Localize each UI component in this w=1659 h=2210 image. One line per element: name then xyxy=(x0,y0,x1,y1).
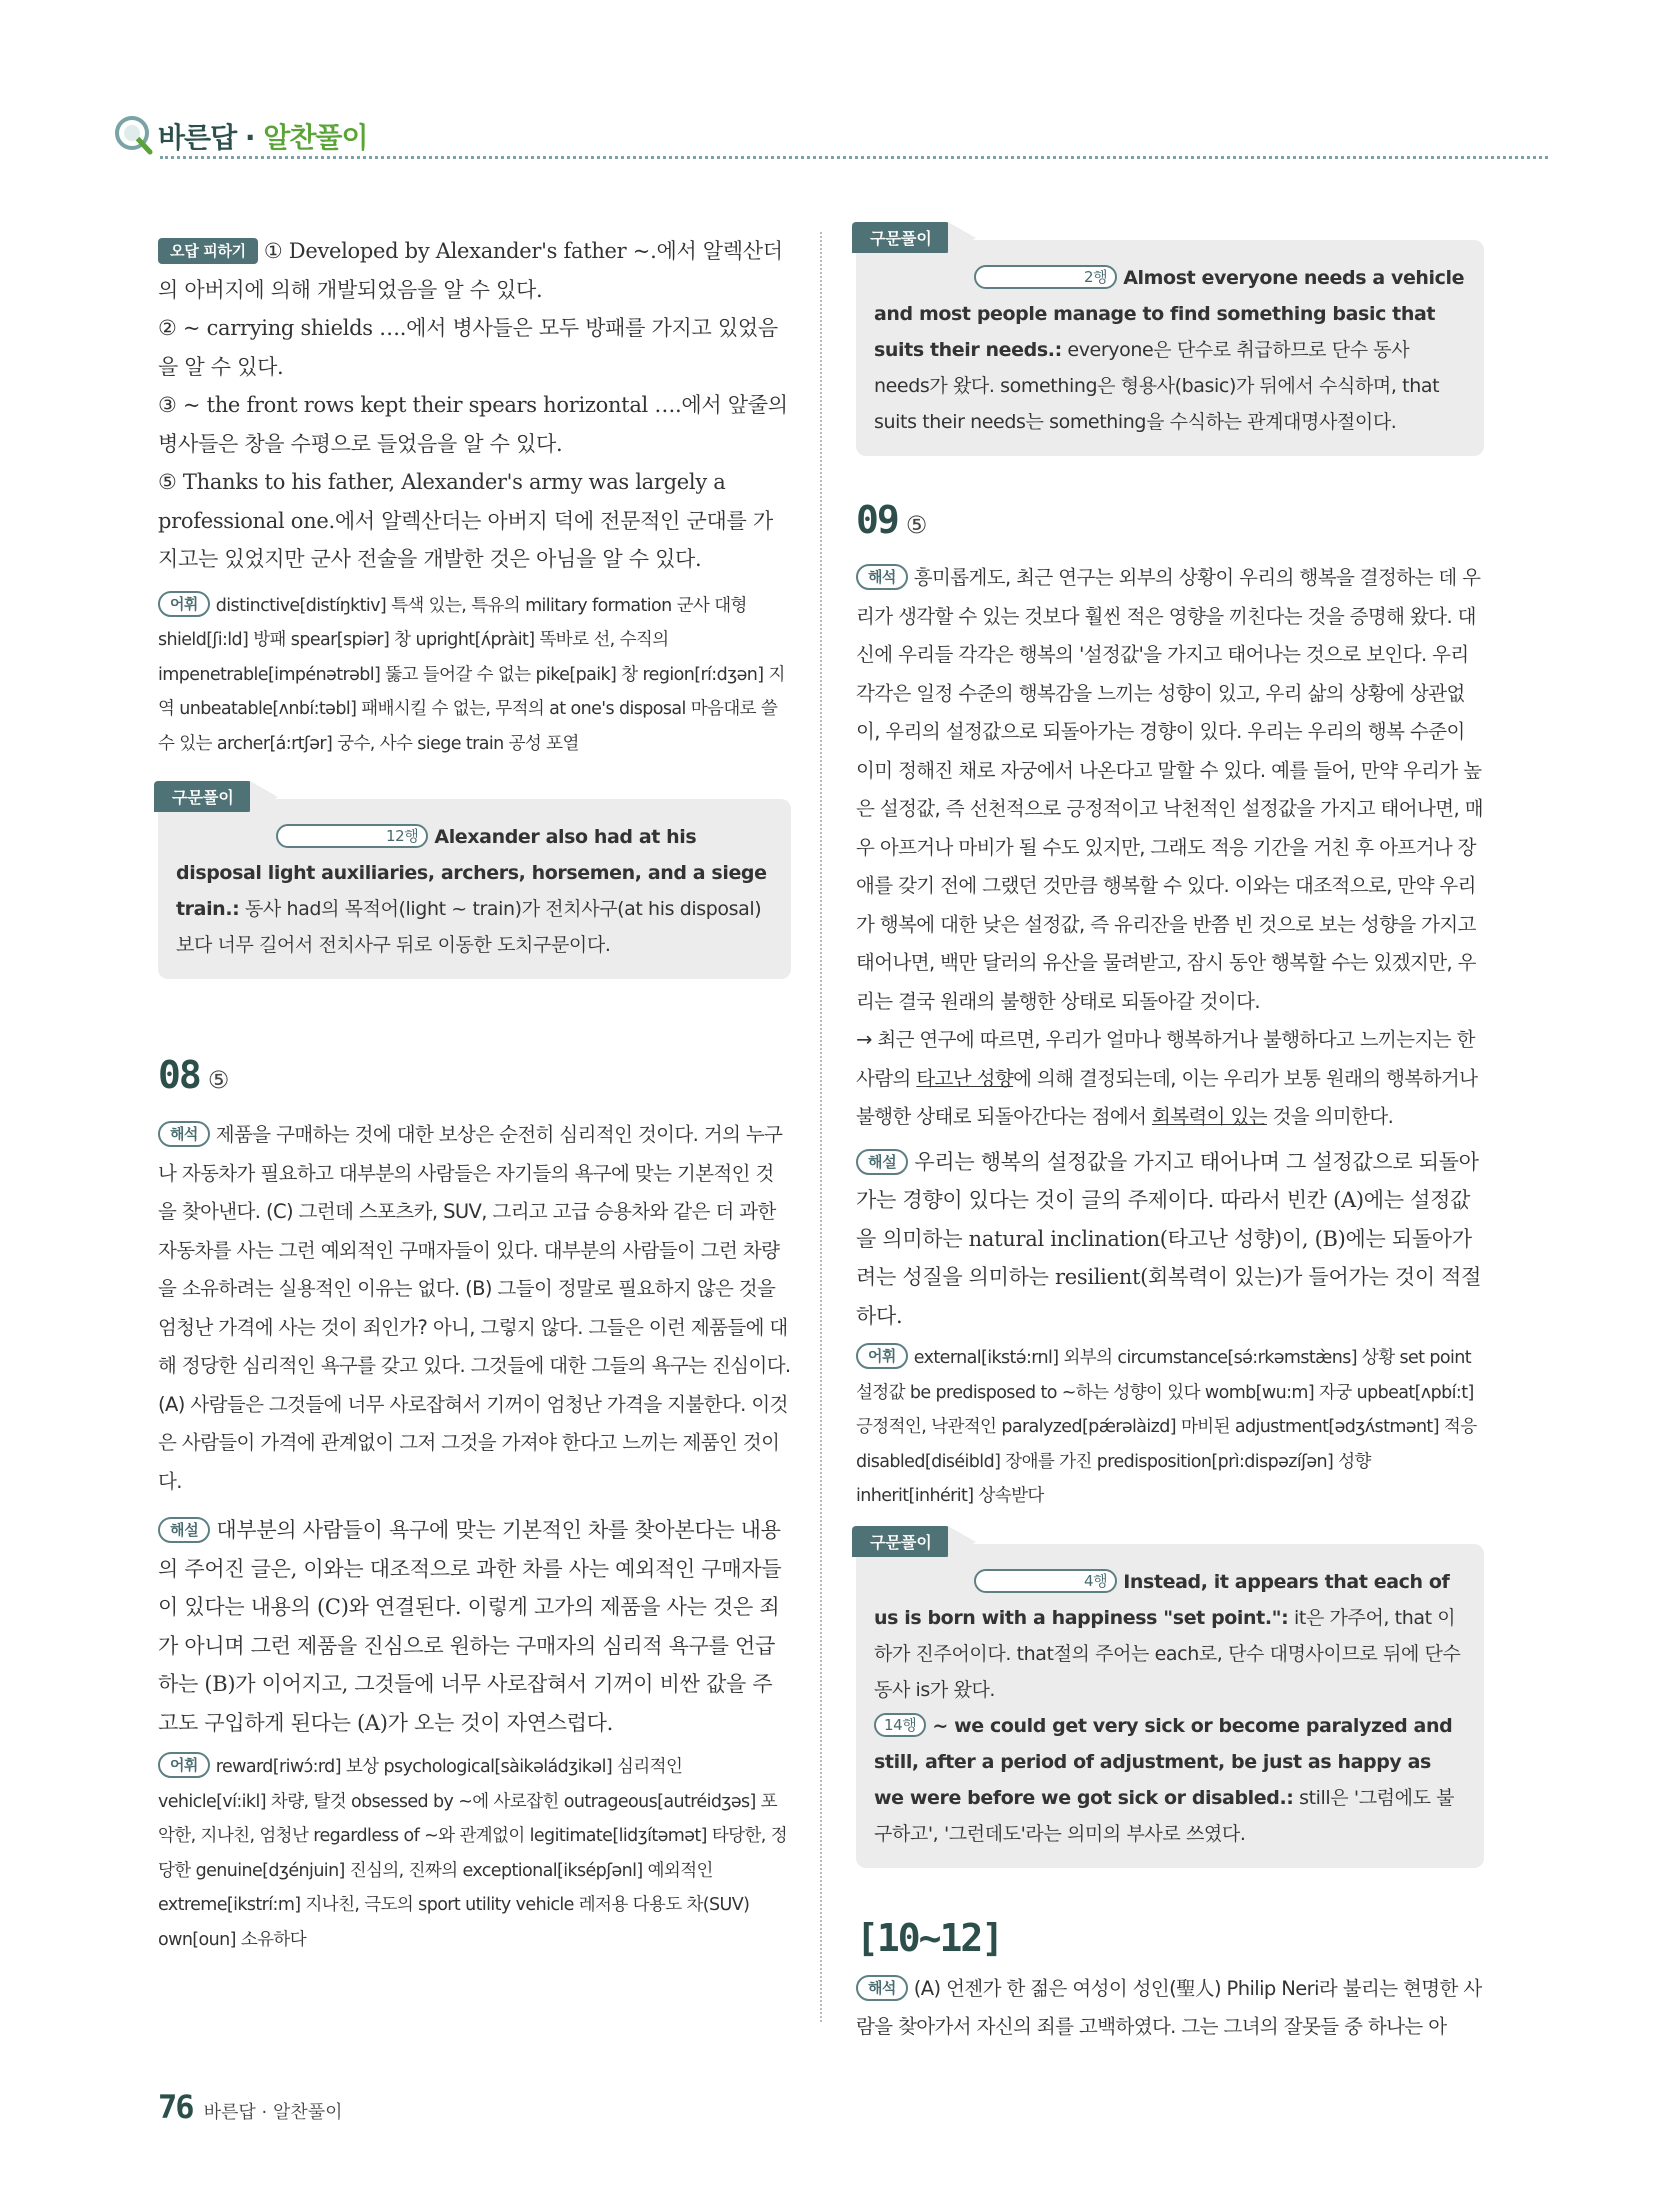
q08-explanation-text: 대부분의 사람들이 욕구에 맞는 기본적인 차를 찾아본다는 내용의 주어진 글은, 이와는 대조적으로 과한 차를 사는 예외적인 구매자들이 있다는 내용의 (C)와 연결된다. 이렇게 고가의 제품을 사는 것은 죄가 아니며 그런 제품을 진심으로 원하는 구매자의 심리적 욕구를 언급하는 (B)가 이어지고, 그것들에 너무 사로잡혀서 기꺼이 비싼 값을 주고도 구입하게 된다는 (A)가 오는 것이 자연스럽다. xyxy=(158,1518,782,1735)
syntax-box-tag: 구문풀이 xyxy=(852,1526,950,1557)
q09-summary-blank-b: 회복력이 있는 xyxy=(1151,1105,1267,1128)
page-number: 76 xyxy=(158,2088,193,2126)
syntax-box-sentence: Almost everyone needs a vehicle and most people manage to find something basic that suits their needs.: xyxy=(874,267,1465,361)
q09-vocab-text: external[ikstə́:rnl] 외부의 circumstance[sə́:rkəmstæ̀ns] 상황 set point 설정값 be predisposed to ~하는 성향이 있다 womb[wu:m] 자궁 upbeat[ʌpbí:t] 긍정적인, 낙관적인 paralyzed[pǽrəlàizd] 마비된 adjustment[ədʒʌ́stmənt] 적응 disabled[diséibld] 장애를 가진 predisposition[prì:dispəzíʃən] 성향 inherit[inhérit] 상속받다 xyxy=(856,1348,1477,1506)
syntax-box-tag: 구문풀이 xyxy=(154,781,252,812)
column-divider xyxy=(820,232,822,2022)
question-10-12-heading: [10~12] xyxy=(856,1915,1003,1960)
q08-vocab-text: reward[riwɔ́:rd] 보상 psychological[sàikəládʒikəl] 심리적인 vehicle[ví:ikl] 차량, 탈것 obsessed by ~에 사로잡힌 outrageous[autréidʒəs] 포악한, 지나친, 엄청난 regardless of ~와 관계없이 legitimate[lidʒítəmət] 타당한, 정당한 genuine[dʒénjuin] 진심의, 진짜의 exceptional[iksépʃənl] 예외적인 extreme[ikstrí:m] 지나친, 극도의 sport utility vehicle 레저용 다용도 차(SUV) own[oun] 소유하다 xyxy=(158,1757,788,1950)
q09-translation xyxy=(856,559,1484,1021)
line-number-badge: 12행 xyxy=(276,824,428,848)
syntax-box-explanation: 동사 had의 목적어(light ~ train)가 전치사구(at his disposal)보다 너무 길어서 전치사구 뒤로 이동한 도치구문이다. xyxy=(176,898,762,956)
page-header xyxy=(108,112,1548,164)
question-08-heading xyxy=(158,1049,791,1106)
wrong-answer-tag: 오답 피하기 xyxy=(158,238,258,264)
q09-explanation xyxy=(856,1143,1484,1336)
syntax-box-sentence: Alexander also had at his disposal light auxiliaries, archers, horsemen, and a siege train.: xyxy=(176,826,767,920)
q08-translation-text: 제품을 구매하는 것에 대한 보상은 순전히 심리적인 것이다. 거의 누구나 자동차가 필요하고 대부분의 사람들은 자기들의 욕구에 맞는 기본적인 것을 찾아낸다. (C) 그런데 스포츠카, SUV, 그리고 고급 승용차와 같은 더 과한 자동차를 사는 그런 예외적인 구매자들이 있다. 대부분의 사람들이 그런 차량을 소유하려는 실용적인 이유는 없다. (B) 그들이 정말로 필요하지 않은 것을 엄청난 가격에 사는 것이 죄인가? 아니, 그렇지 않다. 그들은 이런 제품들에 대해 정당한 심리적인 욕구를 갖고 있다. 그것들에 대한 그들의 욕구는 진심이다. (A) 사람들은 그것들에 너무 사로잡혀서 기꺼이 엄청난 가격을 지불한다. 이것은 사람들이 가격에 관계없이 그저 그것을 가져야 한다고 느끼는 제품인 것이다. xyxy=(158,1123,791,1493)
vocab-text-07: distinctive[distíŋktiv] 특색 있는, 특유의 military formation 군사 대형 shield[ʃi:ld] 방패 spear[spiər] 창 upright[ʌ́pràit] 똑바로 선, 수직의 impenetrable[impénətrəbl] 뚫고 들어갈 수 없는 pike[paik] 창 region[rí:dʒən] 지역 unbeatable[ʌnbí:təbl] 패배시킬 수 없는, 무적의 at one's disposal 마음대로 쓸 수 있는 archer[á:rtʃər] 궁수, 사수 siege train 공성 포열 xyxy=(158,595,785,754)
vocab-tag: 어휘 xyxy=(856,1343,908,1369)
syntax-box-text xyxy=(176,819,773,963)
syntax-box-explanation-1: it은 가주어, that 이하가 진주어이다. that절의 주어는 each로, 단수 대명사이므로 뒤에 단수 동사 is가 왔다. xyxy=(874,1606,1461,1701)
question-08-answer: ⑤ xyxy=(207,1066,230,1094)
wrong-answer-text-4: ⑤ Thanks to his father, Alexander's army was largely a professional one.에서 알렉산더는 아버지 덕에 전문적인 군대를 가지고는 있었지만 군사 전술을 개발한 것은 아님을 알 수 있다. xyxy=(158,470,773,571)
syntax-box-07 xyxy=(158,788,791,979)
vocab-section-07 xyxy=(158,589,791,762)
q08-translation xyxy=(158,1116,791,1501)
question-09-number: 09 xyxy=(856,498,898,542)
question-09-heading xyxy=(856,494,1484,551)
explanation-tag: 해설 xyxy=(158,1517,210,1543)
vocab-tag: 어휘 xyxy=(158,1752,210,1778)
syntax-box-sentence-1: Instead, it appears that each of us is born with a happiness "set point.": xyxy=(874,1570,1450,1629)
right-column xyxy=(856,229,1484,2047)
line-number-badge: 14행 xyxy=(874,1713,926,1737)
syntax-box-tag: 구문풀이 xyxy=(852,222,950,253)
translation-tag: 해석 xyxy=(856,564,908,590)
header-title-dot: · xyxy=(244,121,255,154)
q09-summary-part-2: 에 의해 결정되는데, 이는 우리가 보통 원래의 행복하거나 불행한 상태로 되돌아간다는 점에서 xyxy=(856,1066,1478,1128)
wrong-answer-section xyxy=(158,232,791,309)
syntax-box-09 xyxy=(856,1532,1484,1868)
q09-summary xyxy=(856,1021,1484,1137)
explanation-tag: 해설 xyxy=(856,1149,908,1175)
page-footer xyxy=(158,2088,343,2126)
q09-explanation-text: 우리는 행복의 설정값을 가지고 태어나며 그 설정값으로 되돌아가는 경향이 있다는 것이 글의 주제이다. 따라서 빈칸 (A)에는 설정값을 의미하는 natural inclination(타고난 성향)이, (B)에는 되돌아가려는 성질을 의미하는 resilient(회복력이 있는)가 들어가는 것이 적절하다. xyxy=(856,1149,1482,1328)
question-08-number: 08 xyxy=(158,1053,200,1097)
q08-vocab xyxy=(158,1750,791,1957)
q10-translation-text: (A) 언젠가 한 젊은 여성이 성인(聖人) Philip Neri라 불리는 현명한 사람을 찾아가서 자신의 죄를 고백하였다. 그는 그녀의 잘못들 중 하나는 아 xyxy=(856,1976,1482,2038)
q09-translation-text: 흥미롭게도, 최근 연구는 외부의 상황이 우리의 행복을 결정하는 데 우리가 생각할 수 있는 것보다 훨씬 적은 영향을 끼친다는 것을 증명해 왔다. 대신에 우리들 각각은 행복의 '설정값'을 가지고 태어나는 것으로 보인다. 우리 각각은 일정 수준의 행복감을 느끼는 성향이 있고, 우리 삶의 상황에 상관없이, 우리의 설정값으로 되돌아가는 경향이 있다. 우리는 우리의 행복 수준이 이미 정해진 채로 자궁에서 나온다고 말할 수 있다. 예를 들어, 만약 우리가 높은 설정값, 즉 선천적으로 긍정적이고 낙천적인 설정값을 가지고 태어나면, 매우 아프거나 마비가 될 수도 있지만, 그래도 적응 기간을 거친 후 아프거나 장애를 갖기 전에 그랬던 것만큼 행복할 수 있다. 이와는 대조적으로, 만약 우리가 행복에 대한 낮은 설정값, 즉 유리잔을 반쯤 빈 것으로 보는 성향을 가지고 태어나면, 백만 달러의 유산을 물려받고, 잠시 동안 행복할 수는 있겠지만, 우리는 결국 원래의 불행한 상태로 되돌아갈 것이다. xyxy=(856,566,1483,1013)
header-dotted-rule xyxy=(160,156,1548,159)
vocab-tag: 어휘 xyxy=(158,591,210,617)
q09-summary-part-3: 것을 의미한다. xyxy=(1266,1105,1394,1128)
left-column xyxy=(158,232,791,1957)
syntax-box-explanation-2: still은 '그럼에도 불구하고', '그런데도'라는 의미의 부사로 쓰였다. xyxy=(874,1786,1455,1845)
line-number-badge: 2행 xyxy=(974,265,1117,289)
q10-translation xyxy=(856,1970,1484,2047)
header-title-sub: 알찬풀이 xyxy=(263,121,368,154)
q09-summary-part-1: → 최근 연구에 따르면, 우리가 얼마나 행복하거나 불행하다고 느끼는지는 한 사람의 xyxy=(856,1028,1475,1090)
wrong-answer-text-1: ① Developed by Alexander's father ~.에서 알렉산더의 아버지에 의해 개발되었음을 알 수 있다. xyxy=(158,239,783,302)
q-logo-icon xyxy=(112,112,156,156)
footer-title: 바른답 · 알찬풀이 xyxy=(203,2102,343,2123)
wrong-answer-text-3: ③ ~ the front rows kept their spears horizontal ….에서 앞줄의 병사들은 창을 수평으로 들었음을 알 수 있다. xyxy=(158,393,788,456)
syntax-box-08 xyxy=(856,229,1484,456)
syntax-box-text xyxy=(874,260,1466,440)
translation-tag: 해석 xyxy=(856,1975,908,2001)
header-title xyxy=(158,116,368,156)
wrong-answer-text-2: ② ~ carrying shields ….에서 병사들은 모두 방패를 가지고 있었음을 알 수 있다. xyxy=(158,316,778,379)
syntax-box-sentence-2: ~ we could get very sick or become paralyzed and still, after a period of adjustment, be just as happy as we were before we got sick or disabled.: xyxy=(874,1714,1453,1809)
question-09-answer: ⑤ xyxy=(905,511,928,539)
syntax-box-explanation: everyone은 단수로 취급하므로 단수 동사 needs가 왔다. something은 형용사(basic)가 뒤에서 수식하며, that suits their needs는 something을 수식하는 관계대명사절이다. xyxy=(874,339,1440,433)
q08-explanation xyxy=(158,1511,791,1742)
q09-summary-blank-a: 타고난 성향 xyxy=(916,1066,1014,1090)
header-title-main: 바른답 xyxy=(158,121,237,154)
translation-tag: 해석 xyxy=(158,1121,210,1147)
syntax-box-text-2 xyxy=(874,1708,1466,1852)
line-number-badge: 4행 xyxy=(974,1569,1117,1593)
q09-vocab xyxy=(856,1341,1484,1514)
syntax-box-text-1 xyxy=(874,1564,1466,1708)
